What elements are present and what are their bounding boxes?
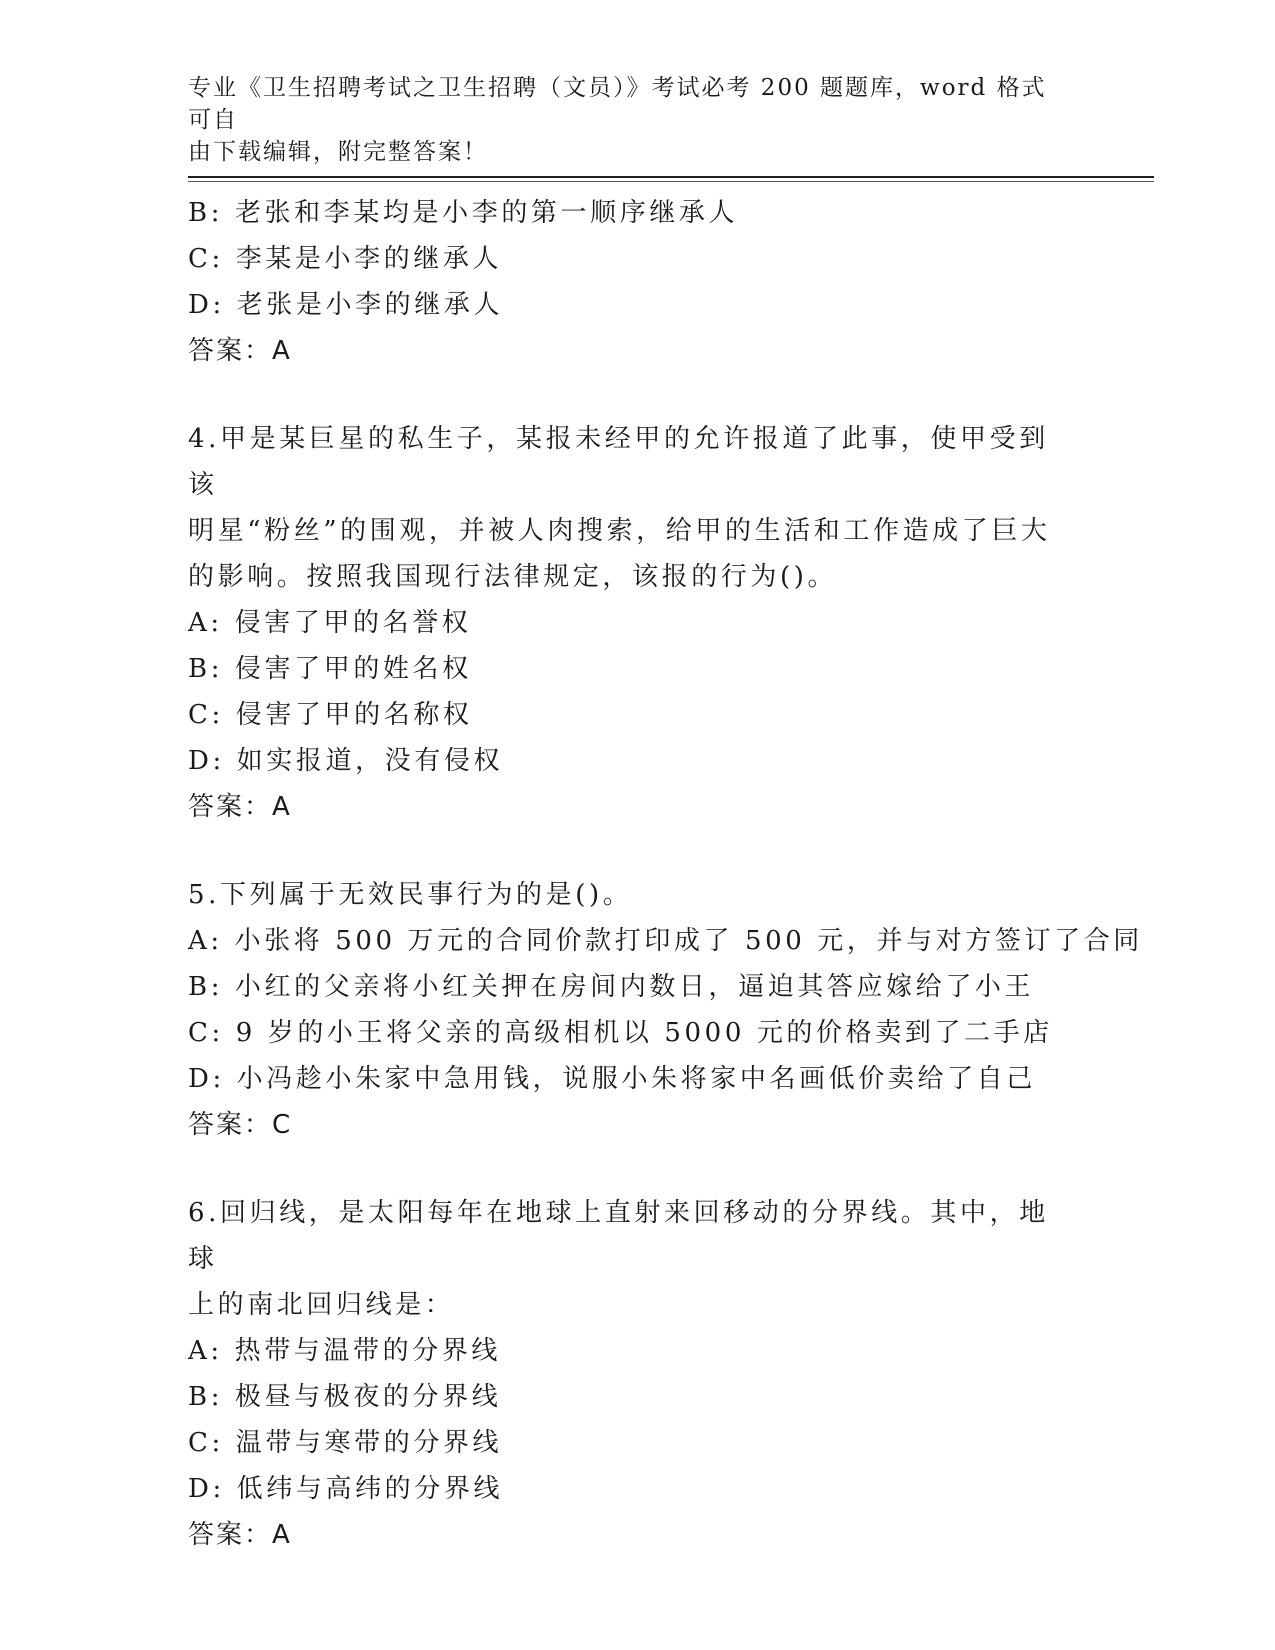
document-header (188, 72, 1068, 168)
option-a: A: 小张将 500 万元的合同价款打印成了 500 元，并与对方签订了合同 (188, 926, 1143, 956)
question-stem (188, 1190, 1068, 1328)
question-stem (188, 416, 1068, 600)
document-body (188, 190, 1143, 1558)
question-stem (188, 872, 1068, 918)
option-b: B: 侵害了甲的姓名权 (188, 654, 472, 684)
option-b: B: 小红的父亲将小红关押在房间内数日，逼迫其答应嫁给了小王 (188, 972, 1035, 1002)
stem-line: 上的南北回归线是： (188, 1290, 455, 1320)
option-c: C: 温带与寒带的分界线 (188, 1428, 503, 1458)
header-rule-thin (188, 181, 1154, 182)
answer-line: 答案：C (188, 1110, 293, 1140)
option-c: C: 侵害了甲的名称权 (188, 700, 473, 730)
option-c: C: 李某是小李的继承人 (188, 244, 503, 274)
question-3-continued (188, 190, 1088, 374)
stem-line: 明星“粉丝”的围观，并被人肉搜索，给甲的生活和工作造成了巨大 (188, 516, 1051, 546)
stem-line: 4.甲是某巨星的私生子，某报未经甲的允许报道了此事，使甲受到该 (188, 424, 1049, 500)
option-a: A: 热带与温带的分界线 (188, 1336, 502, 1366)
option-b: B: 极昼与极夜的分界线 (188, 1382, 502, 1412)
header-rule-thick (188, 176, 1154, 178)
option-c: C: 9 岁的小王将父亲的高级相机以 5000 元的价格卖到了二手店 (188, 1018, 1053, 1048)
answer-line: 答案：A (188, 336, 292, 366)
stem-line: 5.下列属于无效民事行为的是()。 (188, 880, 633, 910)
header-line-2: 由下载编辑，附完整答案！ (188, 139, 488, 165)
option-d: D: 老张是小李的继承人 (188, 290, 504, 320)
question-4 (188, 416, 1088, 830)
option-b: B: 老张和李某均是小李的第一顺序继承人 (188, 198, 739, 228)
question-6 (188, 1190, 1088, 1558)
option-d: D: 小冯趁小朱家中急用钱，说服小朱将家中名画低价卖给了自己 (188, 1064, 1036, 1094)
option-d: D: 低纬与高纬的分界线 (188, 1474, 504, 1504)
option-a: A: 侵害了甲的名誉权 (188, 608, 472, 638)
header-line-1: 专业《卫生招聘考试之卫生招聘（文员）》考试必考 200 题题库，word 格式可自 (188, 75, 1047, 133)
stem-line: 的影响。按照我国现行法律规定，该报的行为()。 (188, 562, 838, 592)
answer-line: 答案：A (188, 792, 292, 822)
question-5 (188, 872, 1143, 1148)
answer-line: 答案：A (188, 1520, 292, 1550)
stem-line: 6.回归线，是太阳每年在地球上直射来回移动的分界线。其中，地球 (188, 1198, 1049, 1274)
option-d: D: 如实报道，没有侵权 (188, 746, 504, 776)
